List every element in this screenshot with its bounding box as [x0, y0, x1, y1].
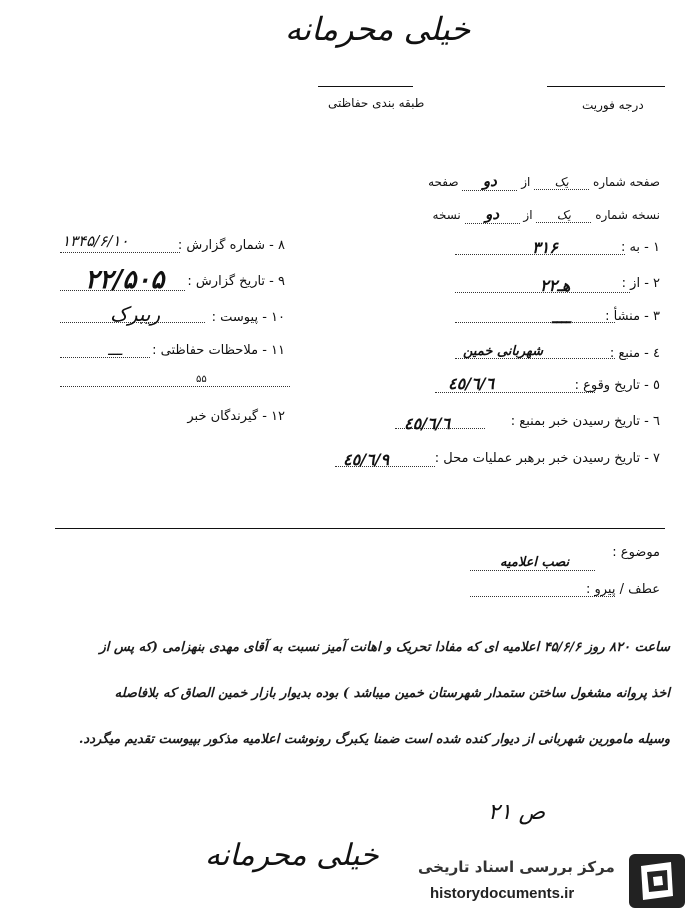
- source-received-date-label: ٦ - تاریخ رسیدن خبر بمنبع :: [510, 414, 660, 429]
- priority-line: [547, 86, 665, 87]
- attachment-signature: ریبرک: [110, 302, 161, 326]
- report-number-value: ۱۳۴۵/۶/۱۰: [62, 232, 129, 250]
- classification-label: طبقه بندی حفاظتی: [328, 96, 425, 110]
- page-total: دو: [462, 172, 517, 191]
- copy-number-row: [390, 205, 660, 224]
- watermark-title: مرکز بررسی اسناد تاریخی: [418, 858, 615, 876]
- report-date-value: ۲۲/۵۰۵: [85, 265, 165, 295]
- source-received-date-value: ٤٥/٦/٦: [404, 414, 451, 433]
- copy-value: یک: [536, 208, 591, 223]
- to-label: ۱ - به :: [620, 240, 660, 255]
- origin-dots: [455, 322, 615, 323]
- operations-date-value: ٤٥/٦/٩: [343, 450, 390, 469]
- classification-line: [318, 86, 413, 87]
- extra-number: ۵۵: [196, 374, 207, 385]
- from-value: ۲۲هـ: [540, 276, 571, 295]
- copy-of: از: [523, 208, 533, 222]
- source-label: ٤ - منبع :: [609, 346, 660, 361]
- body-line-3: وسیله مامورین شهربانی از دیوار کنده شده است ضمنا یکبرگ رونوشت اعلامیه مذکور بپیوست تقدیم میگردد.: [78, 732, 670, 747]
- subject-value: نصب اعلامیه: [500, 555, 570, 570]
- report-number-label: ۸ - شماره گزارش :: [177, 238, 285, 253]
- priority-label: درجه فوریت: [582, 98, 644, 112]
- classification-handwritten-bottom: خیلی محرمانه: [205, 838, 379, 873]
- page-prefix: صفحه شماره: [593, 175, 660, 189]
- copy-suffix: نسخه: [432, 208, 461, 222]
- copy-total: دو: [465, 205, 520, 224]
- attachment-label: ۱۰ - پیوست :: [211, 310, 285, 325]
- page-of: از: [521, 175, 531, 189]
- source-value: شهربانی خمین: [463, 344, 543, 359]
- operations-date-label: ٧ - تاریخ رسیدن خبر برهبر عملیات محل :: [434, 451, 660, 466]
- security-notes-dots: [60, 357, 150, 358]
- copy-prefix: نسخه شماره: [595, 208, 660, 222]
- page-value: یک: [534, 175, 589, 190]
- subject-dots: [470, 570, 595, 571]
- report-number-dots: [60, 252, 180, 253]
- page-number-row: [390, 172, 660, 191]
- to-value: ۳۱۶: [532, 238, 558, 257]
- page-suffix: صفحه: [428, 175, 459, 189]
- body-line-1: ساعت ۸۲۰ روز ۴۵/۶/۶ اعلامیه ای که مفادا تحریک و اهانت آمیز نسبت به آقای مهدی بنهزامی (که پس از: [99, 640, 670, 655]
- watermark-url: historydocuments.ir: [430, 885, 575, 902]
- section-divider: [55, 528, 665, 529]
- extra-dots-line: [60, 386, 290, 387]
- security-notes-value: ـــ: [108, 340, 123, 359]
- subject-label: موضوع :: [612, 545, 660, 560]
- recipients-label: ۱۲ - گیرندگان خبر: [187, 409, 285, 424]
- reference-dots: [470, 596, 615, 597]
- reference-label: عطف / پیرو :: [585, 582, 660, 597]
- security-notes-label: ۱۱ - ملاحظات حفاظتی :: [152, 343, 285, 358]
- occurrence-date-value: ٤٥/٦/٦: [448, 374, 495, 393]
- origin-label: ۳ - منشأ :: [605, 309, 660, 324]
- from-label: ۲ - از :: [621, 276, 660, 291]
- body-line-2: اخذ پروانه مشغول ساختن ستمدار شهرستان خمین میباشد ) بوده بدیوار بازار خمین الصاق که بلافاصله: [114, 686, 670, 701]
- handwritten-note: ص ۲۱: [488, 800, 546, 825]
- report-date-label: ۹ - تاریخ گزارش :: [187, 274, 285, 289]
- classification-handwritten-top: خیلی محرمانه: [285, 10, 471, 48]
- occurrence-date-label: ٥ - تاریخ وقوع :: [574, 378, 660, 393]
- archive-logo-icon: [627, 852, 687, 910]
- origin-value: ــــ: [552, 308, 571, 327]
